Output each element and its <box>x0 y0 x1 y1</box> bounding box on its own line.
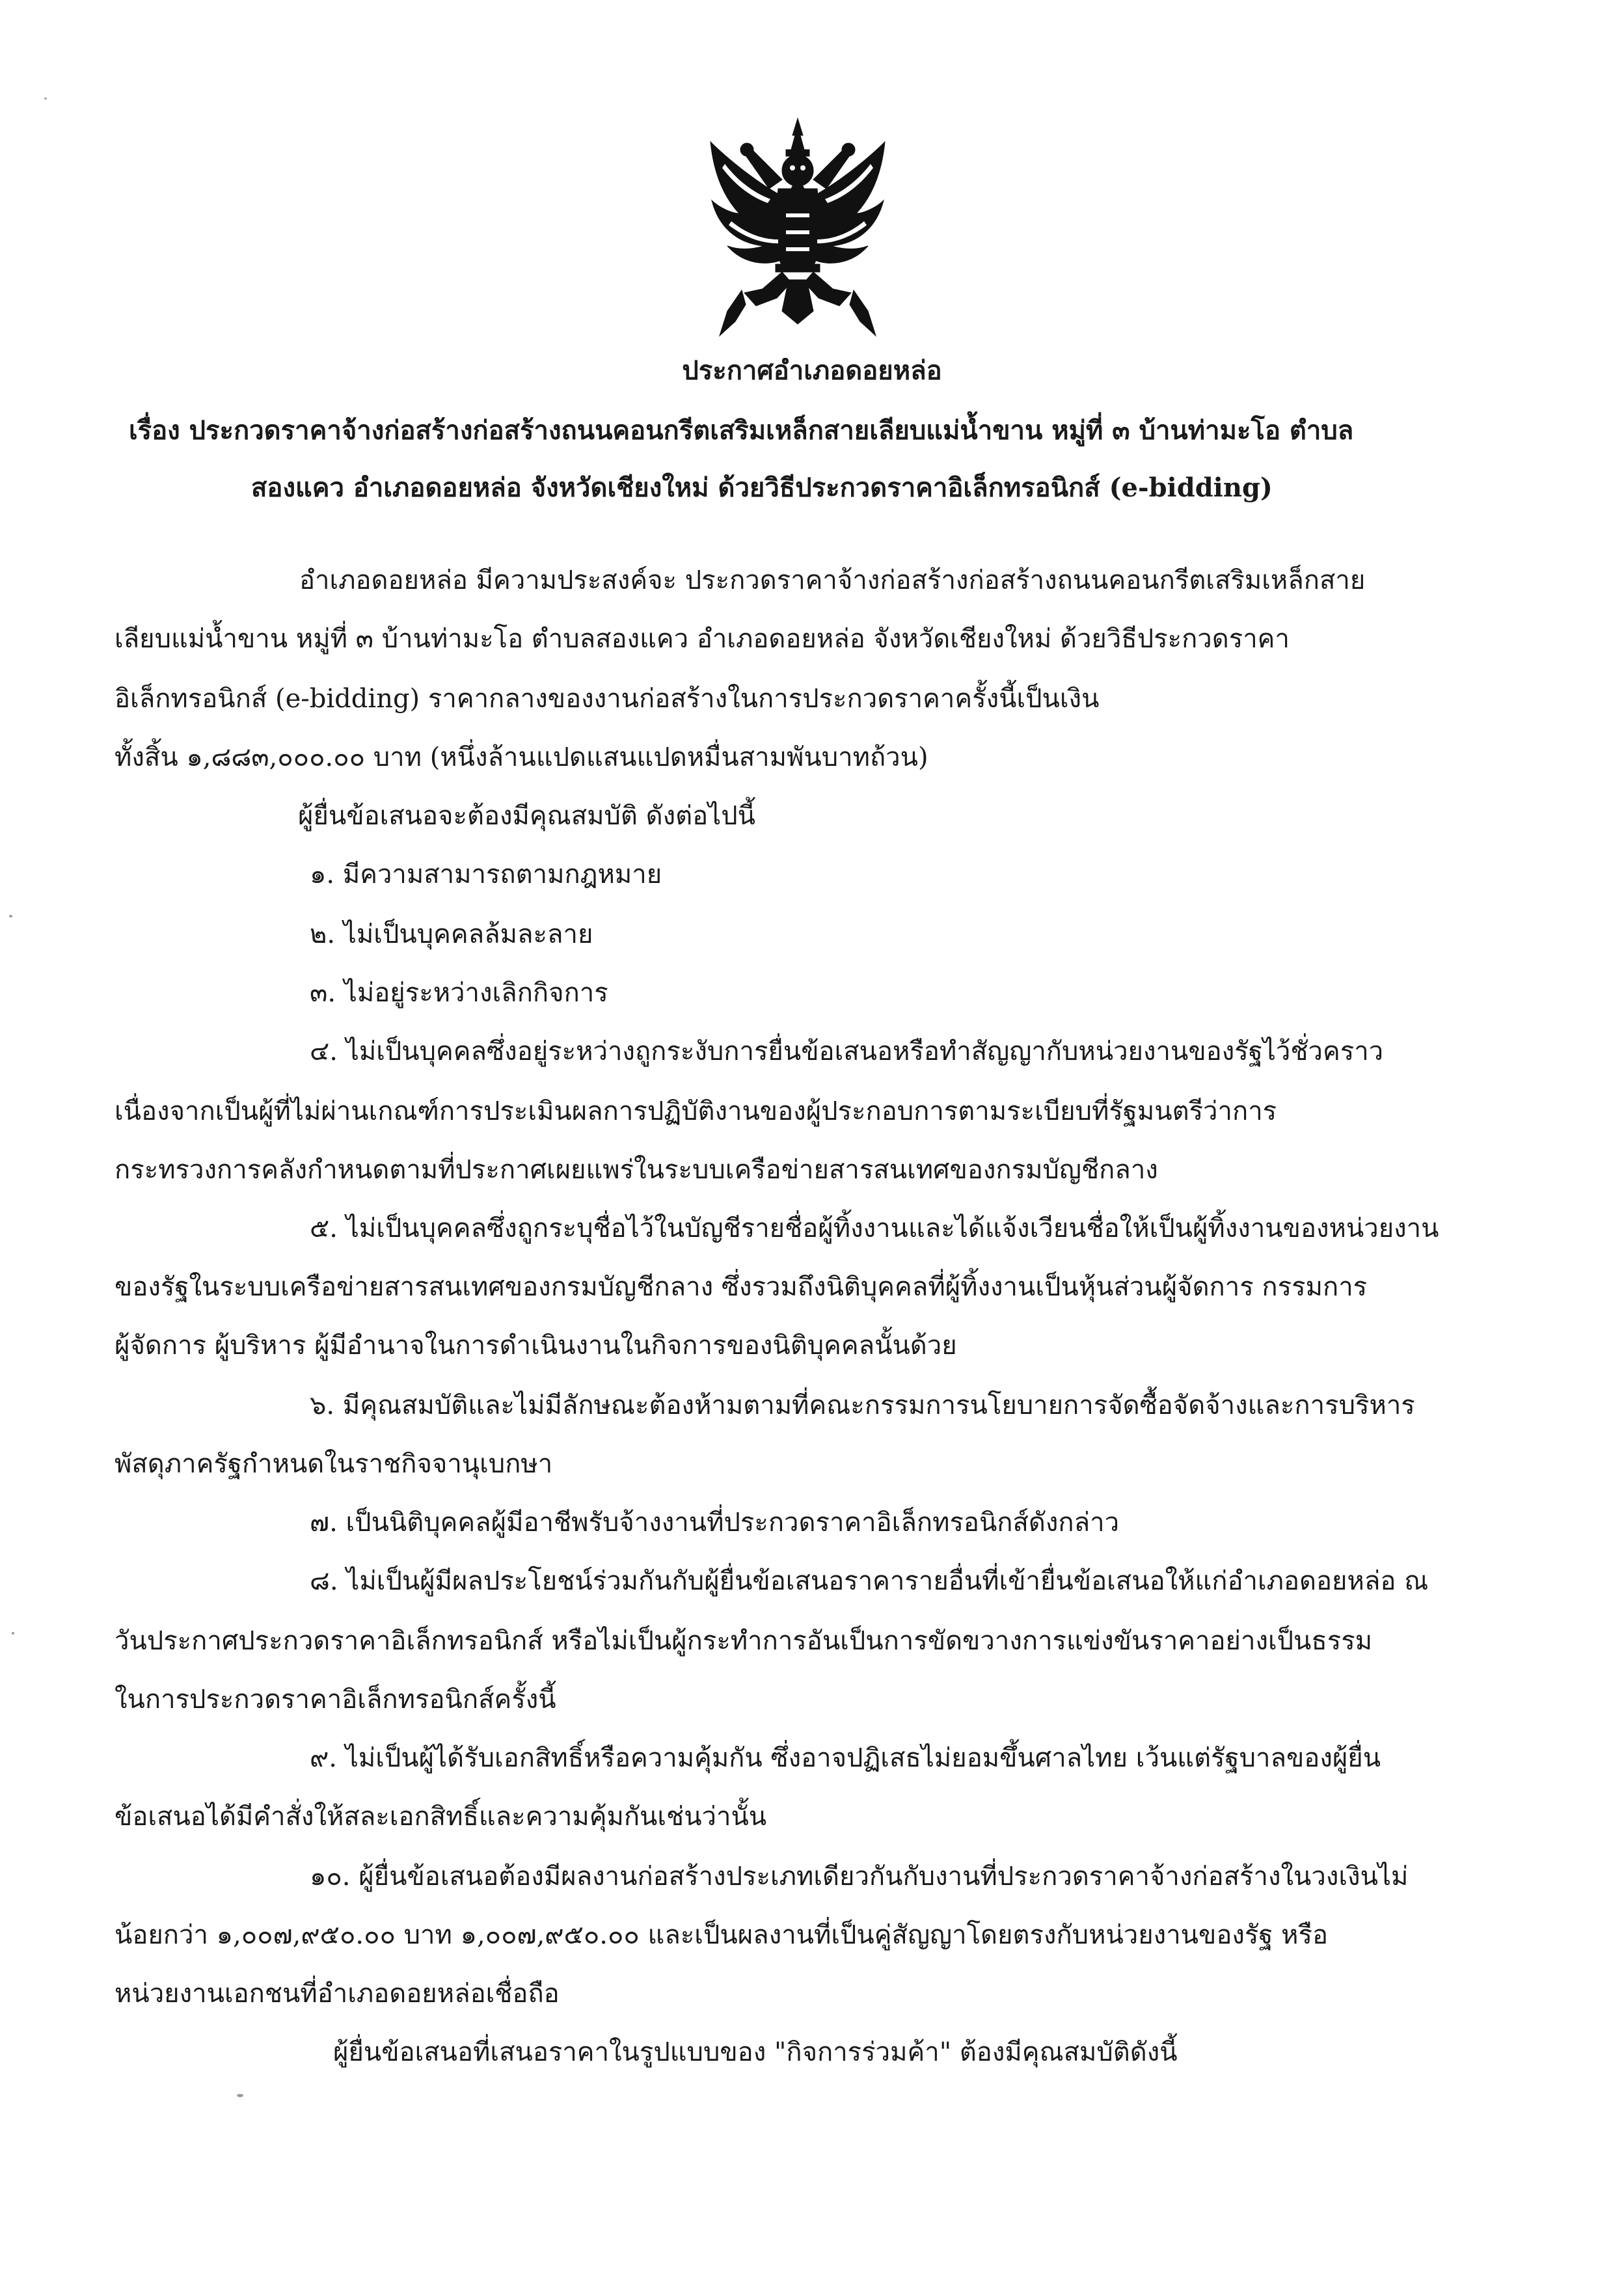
list-item-continuation: ผู้จัดการ ผู้บริหาร ผู้มีอำนาจในการดำเนินงานในกิจการของนิติบุคคลนั้นด้วย <box>115 1331 957 1361</box>
scan-speck <box>9 915 12 917</box>
list-item: ๓. ไม่อยู่ระหว่างเลิกกิจการ <box>310 978 608 1008</box>
scan-speck <box>237 2094 243 2097</box>
scan-speck <box>12 1632 14 1635</box>
list-item: ๒. ไม่เป็นบุคคลล้มละลาย <box>310 919 593 949</box>
list-item: ๕. ไม่เป็นบุคคลซึ่งถูกระบุชื่อไว้ในบัญชีรายชื่อผู้ทิ้งงานและได้แจ้งเวียนชื่อให้เป็นผู้ทิ้งงานของหน่วยงาน <box>310 1214 1439 1243</box>
list-item-continuation: น้อยกว่า ๑,๐๐๗,๙๕๐.๐๐ บาท ๑,๐๐๗,๙๕๐.๐๐ และเป็นผลงานที่เป็นคู่สัญญาโดยตรงกับหน่วยงานของรัฐ หรือ <box>115 1920 1329 1950</box>
list-item: ๙. ไม่เป็นผู้ได้รับเอกสิทธิ์หรือความคุ้มกัน ซึ่งอาจปฏิเสธไม่ยอมขึ้นศาลไทย เว้นแต่รัฐบาลของผู้ยื่น <box>310 1743 1381 1773</box>
list-item-continuation: กระทรวงการคลังกำหนดตามที่ประกาศเผยแพร่ในระบบเครือข่ายสารสนเทศของกรมบัญชีกลาง <box>115 1155 1158 1185</box>
body-line: ทั้งสิ้น ๑,๘๘๓,๐๐๐.๐๐ บาท (หนึ่งล้านแปดแสนแปดหมื่นสามพันบาทถ้วน) <box>115 742 928 772</box>
body-line: อิเล็กทรอนิกส์ (e-bidding) ราคากลางของงานก่อสร้างในการประกวดราคาครั้งนี้เป็นเงิน <box>115 684 1100 714</box>
list-item: ๘. ไม่เป็นผู้มีผลประโยชน์ร่วมกันกับผู้ยื่นข้อเสนอราคารายอื่นที่เข้ายื่นข้อเสนอให้แก่อำเภอดอยหล่อ ณ <box>310 1566 1429 1596</box>
list-item: ๑๐. ผู้ยื่นข้อเสนอต้องมีผลงานก่อสร้างประเภทเดียวกันกับงานที่ประกวดราคาจ้างก่อสร้างในวงเงินไม่ <box>310 1862 1409 1892</box>
list-item: ๑. มีความสามารถตามกฎหมาย <box>310 860 662 889</box>
body-line: เลียบแม่น้ำขาน หมู่ที่ ๓ บ้านท่ามะโอ ตำบลสองแคว อำเภอดอยหล่อ จังหวัดเชียงใหม่ ด้วยวิธีประกวดราคา <box>115 624 1290 654</box>
list-item: ๗. เป็นนิติบุคคลผู้มีอาชีพรับจ้างงานที่ประกวดราคาอิเล็กทรอนิกส์ดังกล่าว <box>310 1508 1120 1538</box>
list-item-continuation: ข้อเสนอได้มีคำสั่งให้สละเอกสิทธิ์และความคุ้มกันเช่นว่านั้น <box>115 1802 767 1832</box>
subject-line: สองแคว อำเภอดอยหล่อ จังหวัดเชียงใหม่ ด้วยวิธีประกวดราคาอิเล็กทรอนิกส์ (e-bidding) <box>251 472 1273 503</box>
list-item: ๔. ไม่เป็นบุคคลซึ่งอยู่ระหว่างถูกระงับการยื่นข้อเสนอหรือทำสัญญากับหน่วยงานของรัฐไว้ชั่วคราว <box>310 1037 1384 1066</box>
body-line: ผู้ยื่นข้อเสนอจะต้องมีคุณสมบัติ ดังต่อไปนี้ <box>298 801 755 831</box>
list-item: ๖. มีคุณสมบัติและไม่มีลักษณะต้องห้ามตามที่คณะกรรมการนโยบายการจัดซื้อจัดจ้างและการบริหาร <box>310 1391 1415 1420</box>
list-item-continuation: พัสดุภาครัฐกำหนดในราชกิจจานุเบกษา <box>115 1449 553 1479</box>
scan-speck <box>44 98 47 100</box>
garuda-emblem-icon <box>705 116 890 346</box>
list-item-continuation: เนื่องจากเป็นผู้ที่ไม่ผ่านเกณฑ์การประเมินผลการปฏิบัติงานของผู้ประกอบการตามระเบียบที่รัฐมนตรีว่าการ <box>115 1096 1277 1126</box>
body-line: อำเภอดอยหล่อ มีความประสงค์จะ ประกวดราคาจ้างก่อสร้างก่อสร้างถนนคอนกรีตเสริมเหล็กสาย <box>299 565 1366 595</box>
announcement-title: ประกาศอำเภอดอยหล่อ <box>682 355 942 386</box>
closing-line: ผู้ยื่นข้อเสนอที่เสนอราคาในรูปแบบของ "กิจการร่วมค้า" ต้องมีคุณสมบัติดังนี้ <box>333 2037 1178 2067</box>
list-item-continuation: หน่วยงานเอกชนที่อำเภอดอยหล่อเชื่อถือ <box>115 1979 560 2009</box>
list-item-continuation: ของรัฐในระบบเครือข่ายสารสนเทศของกรมบัญชีกลาง ซึ่งรวมถึงนิติบุคคลที่ผู้ทิ้งงานเป็นหุ้นส่วนผู้จัดการ กรรมการ <box>115 1272 1368 1302</box>
list-item-continuation: ในการประกวดราคาอิเล็กทรอนิกส์ครั้งนี้ <box>115 1685 556 1715</box>
subject-line: เรื่อง ประกวดราคาจ้างก่อสร้างก่อสร้างถนนคอนกรีตเสริมเหล็กสายเลียบแม่น้ำขาน หมู่ที่ ๓ บ้านท่ามะโอ ตำบล <box>129 415 1354 446</box>
list-item-continuation: วันประกาศประกวดราคาอิเล็กทรอนิกส์ หรือไม่เป็นผู้กระทำการอันเป็นการขัดขวางการแข่งขันราคาอย่างเป็นธรรม <box>115 1626 1373 1656</box>
